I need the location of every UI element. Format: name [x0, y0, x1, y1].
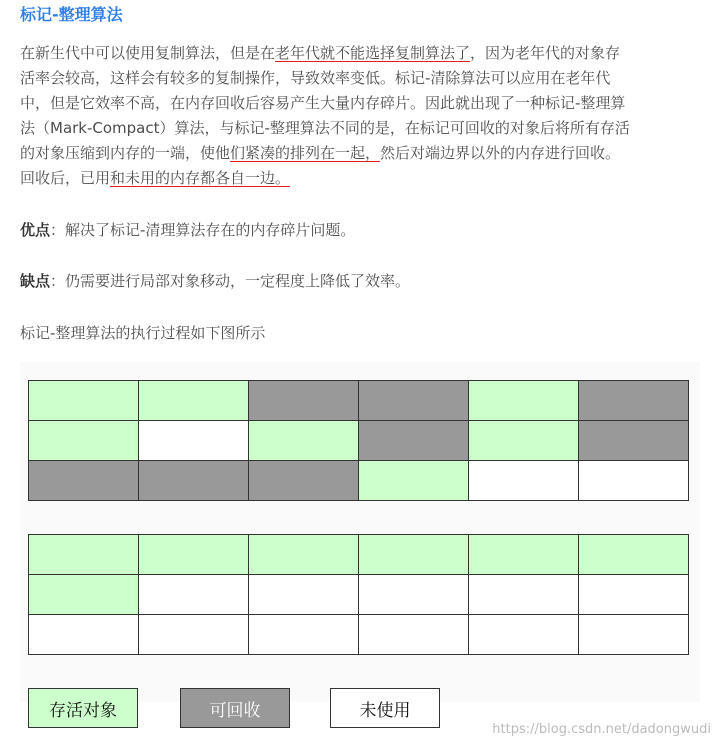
memory-cell-unused: [579, 575, 689, 615]
memory-cell-reclaimable: [359, 421, 469, 461]
memory-cell-reclaimable: [579, 381, 689, 421]
text-segment: ，因为老年代的对象存: [470, 44, 621, 62]
memory-cell-live: [29, 575, 139, 615]
memory-cell-reclaimable: [139, 461, 249, 501]
memory-cell-live: [359, 535, 469, 575]
memory-cell-unused: [359, 575, 469, 615]
text-segment: 回收后，已用: [20, 169, 111, 187]
memory-cell-reclaimable: [579, 421, 689, 461]
memory-cell-unused: [469, 575, 579, 615]
memory-cell-unused: [139, 421, 249, 461]
text-segment: 中，但是它效率不高，在内存回收后容易产生大量内存碎片。因此就出现了一种标记-整理算: [20, 94, 626, 112]
legend-live: 存活对象: [28, 688, 138, 728]
description-paragraph: [20, 41, 630, 191]
memory-cell-reclaimable: [29, 461, 139, 501]
memory-cell-live: [139, 535, 249, 575]
memory-cell-live: [249, 535, 359, 575]
paragraph-line: [20, 116, 630, 141]
memory-cell-live: [469, 535, 579, 575]
underlined-text: 和未用的内存都各自一边。: [110, 169, 291, 187]
section-title: 标记-整理算法: [20, 5, 123, 24]
memory-after-grid: [28, 534, 689, 655]
legend-reclaimable: 可回收: [180, 688, 290, 728]
memory-cell-live: [29, 421, 139, 461]
memory-cell-unused: [469, 615, 579, 655]
underlined-text: 们紧凑的排列在一起，: [230, 144, 381, 162]
memory-cell-live: [139, 381, 249, 421]
paragraph-line: [20, 41, 630, 66]
memory-cell-unused: [469, 461, 579, 501]
memory-cell-live: [579, 535, 689, 575]
paragraph-line: [20, 66, 630, 91]
memory-cell-live: [29, 381, 139, 421]
memory-cell-live: [359, 461, 469, 501]
text-segment: 的对象压缩到内存的一端，使他: [20, 144, 231, 162]
text-segment: 法（Mark-Compact）算法，与标记-整理算法不同的是，在标记可回收的对象后将所有存活: [20, 119, 630, 137]
memory-cell-live: [29, 535, 139, 575]
paragraph-line: [20, 166, 630, 191]
memory-cell-unused: [359, 615, 469, 655]
memory-cell-unused: [29, 615, 139, 655]
memory-before-grid: [28, 380, 689, 501]
paragraph-line: [20, 91, 630, 116]
pros-text: ：解决了标记-清理算法存在的内存碎片问题。: [50, 221, 356, 239]
text-segment: 在新生代中可以使用复制算法，但是在: [20, 44, 276, 62]
underlined-text: 老年代就不能选择复制算法了: [275, 44, 471, 62]
legend-unused: 未使用: [330, 688, 440, 728]
memory-cell-unused: [139, 615, 249, 655]
memory-cell-unused: [579, 461, 689, 501]
memory-cell-unused: [139, 575, 249, 615]
pros-line: [20, 219, 355, 240]
memory-cell-unused: [249, 575, 359, 615]
text-segment: 活率会较高，这样会有较多的复制操作，导致效率变低。标记-清除算法可以应用在老年代: [20, 69, 611, 87]
memory-cell-reclaimable: [249, 461, 359, 501]
text-segment: 然后对端边界以外的内存进行回收。: [380, 144, 621, 162]
memory-cell-live: [249, 421, 359, 461]
memory-cell-reclaimable: [249, 381, 359, 421]
cons-label: 缺点: [20, 272, 51, 290]
watermark: https://blog.csdn.net/dadongwudi: [492, 722, 711, 737]
pros-label: 优点: [20, 221, 51, 239]
paragraph-line: [20, 141, 630, 166]
cons-line: [20, 270, 410, 291]
figure-caption: 标记-整理算法的执行过程如下图所示: [20, 324, 266, 342]
memory-cell-unused: [579, 615, 689, 655]
memory-cell-live: [469, 421, 579, 461]
cons-text: ：仍需要进行局部对象移动，一定程度上降低了效率。: [50, 272, 411, 290]
memory-cell-live: [469, 381, 579, 421]
memory-cell-reclaimable: [359, 381, 469, 421]
memory-cell-unused: [249, 615, 359, 655]
